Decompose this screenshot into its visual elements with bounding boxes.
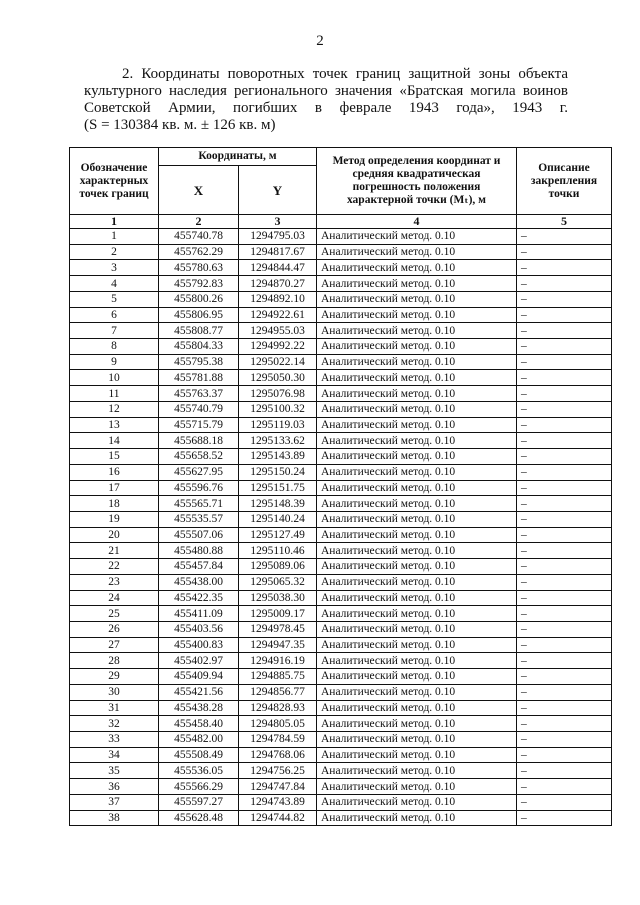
table-row — [70, 653, 612, 669]
table-header — [70, 148, 612, 229]
table-row — [70, 621, 612, 637]
x-coordinate-cell: 455402.97 — [159, 653, 239, 669]
table-row — [70, 794, 612, 810]
y-coordinate-cell: 1294805.05 — [239, 716, 317, 732]
point-id-cell: 14 — [70, 433, 159, 449]
method-cell: Аналитический метод. 0.10 — [317, 810, 517, 826]
table-row — [70, 307, 612, 323]
x-coordinate-cell: 455438.00 — [159, 574, 239, 590]
y-coordinate-cell: 1295038.30 — [239, 590, 317, 606]
x-coordinate-cell: 455411.09 — [159, 606, 239, 622]
table-row — [70, 464, 612, 480]
table-row — [70, 386, 612, 402]
y-coordinate-cell: 1294784.59 — [239, 732, 317, 748]
x-coordinate-cell: 455596.76 — [159, 480, 239, 496]
method-cell: Аналитический метод. 0.10 — [317, 684, 517, 700]
point-id-cell: 5 — [70, 291, 159, 307]
y-coordinate-cell: 1295140.24 — [239, 511, 317, 527]
y-coordinate-cell: 1294768.06 — [239, 747, 317, 763]
description-cell: – — [517, 732, 612, 748]
x-coordinate-cell: 455400.83 — [159, 637, 239, 653]
table-row — [70, 339, 612, 355]
point-id-cell: 24 — [70, 590, 159, 606]
y-coordinate-cell: 1294795.03 — [239, 229, 317, 245]
y-coordinate-cell: 1295076.98 — [239, 386, 317, 402]
method-cell: Аналитический метод. 0.10 — [317, 637, 517, 653]
point-id-cell: 8 — [70, 339, 159, 355]
table-row — [70, 449, 612, 465]
y-coordinate-cell: 1294916.19 — [239, 653, 317, 669]
heading-line-3: Советской Армии, погибших в феврале 1943 года», 1943 г. — [84, 100, 568, 116]
point-id-cell: 18 — [70, 496, 159, 512]
x-coordinate-cell: 455795.38 — [159, 354, 239, 370]
y-coordinate-cell: 1294922.61 — [239, 307, 317, 323]
y-coordinate-cell: 1294747.84 — [239, 779, 317, 795]
x-coordinate-cell: 455780.63 — [159, 260, 239, 276]
x-coordinate-cell: 455480.88 — [159, 543, 239, 559]
table-row — [70, 229, 612, 245]
table-row — [70, 276, 612, 292]
method-cell: Аналитический метод. 0.10 — [317, 700, 517, 716]
point-id-cell: 37 — [70, 794, 159, 810]
method-cell: Аналитический метод. 0.10 — [317, 732, 517, 748]
x-coordinate-cell: 455762.29 — [159, 244, 239, 260]
y-coordinate-cell: 1295065.32 — [239, 574, 317, 590]
method-cell: Аналитический метод. 0.10 — [317, 590, 517, 606]
table-row — [70, 370, 612, 386]
header-designation: Обозначение характерных точек границ — [70, 148, 159, 215]
point-id-cell: 9 — [70, 354, 159, 370]
method-cell: Аналитический метод. 0.10 — [317, 244, 517, 260]
heading-line-4: (S = 130384 кв. м. ± 126 кв. м) — [84, 117, 276, 133]
y-coordinate-cell: 1294828.93 — [239, 700, 317, 716]
table-row — [70, 732, 612, 748]
method-cell: Аналитический метод. 0.10 — [317, 763, 517, 779]
method-cell: Аналитический метод. 0.10 — [317, 401, 517, 417]
y-coordinate-cell: 1295119.03 — [239, 417, 317, 433]
method-cell: Аналитический метод. 0.10 — [317, 543, 517, 559]
y-coordinate-cell: 1294947.35 — [239, 637, 317, 653]
description-cell: – — [517, 480, 612, 496]
x-coordinate-cell: 455806.95 — [159, 307, 239, 323]
method-cell: Аналитический метод. 0.10 — [317, 339, 517, 355]
x-coordinate-cell: 455457.84 — [159, 559, 239, 575]
point-id-cell: 13 — [70, 417, 159, 433]
description-cell: – — [517, 779, 612, 795]
point-id-cell: 22 — [70, 559, 159, 575]
method-cell: Аналитический метод. 0.10 — [317, 370, 517, 386]
coordinates-table — [69, 147, 612, 826]
description-cell: – — [517, 464, 612, 480]
x-coordinate-cell: 455688.18 — [159, 433, 239, 449]
y-coordinate-cell: 1295050.30 — [239, 370, 317, 386]
description-cell: – — [517, 543, 612, 559]
table-row — [70, 669, 612, 685]
x-coordinate-cell: 455566.29 — [159, 779, 239, 795]
method-cell: Аналитический метод. 0.10 — [317, 606, 517, 622]
table-row — [70, 496, 612, 512]
table-row — [70, 747, 612, 763]
table-row — [70, 779, 612, 795]
x-coordinate-cell: 455628.48 — [159, 810, 239, 826]
y-coordinate-cell: 1295022.14 — [239, 354, 317, 370]
point-id-cell: 3 — [70, 260, 159, 276]
table-row — [70, 511, 612, 527]
x-coordinate-cell: 455715.79 — [159, 417, 239, 433]
column-number: 4 — [317, 215, 517, 229]
description-cell: – — [517, 229, 612, 245]
y-coordinate-cell: 1294955.03 — [239, 323, 317, 339]
method-cell: Аналитический метод. 0.10 — [317, 527, 517, 543]
x-coordinate-cell: 455740.79 — [159, 401, 239, 417]
point-id-cell: 25 — [70, 606, 159, 622]
point-id-cell: 10 — [70, 370, 159, 386]
method-cell: Аналитический метод. 0.10 — [317, 747, 517, 763]
point-id-cell: 19 — [70, 511, 159, 527]
point-id-cell: 29 — [70, 669, 159, 685]
description-cell: – — [517, 511, 612, 527]
description-cell: – — [517, 747, 612, 763]
point-id-cell: 2 — [70, 244, 159, 260]
point-id-cell: 4 — [70, 276, 159, 292]
description-cell: – — [517, 527, 612, 543]
method-cell: Аналитический метод. 0.10 — [317, 621, 517, 637]
point-id-cell: 32 — [70, 716, 159, 732]
description-cell: – — [517, 354, 612, 370]
x-coordinate-cell: 455458.40 — [159, 716, 239, 732]
description-cell: – — [517, 291, 612, 307]
x-coordinate-cell: 455422.35 — [159, 590, 239, 606]
x-coordinate-cell: 455740.78 — [159, 229, 239, 245]
point-id-cell: 34 — [70, 747, 159, 763]
table-row — [70, 684, 612, 700]
table-row — [70, 401, 612, 417]
description-cell: – — [517, 700, 612, 716]
description-cell: – — [517, 794, 612, 810]
method-cell: Аналитический метод. 0.10 — [317, 669, 517, 685]
point-id-cell: 26 — [70, 621, 159, 637]
y-coordinate-cell: 1295143.89 — [239, 449, 317, 465]
point-id-cell: 36 — [70, 779, 159, 795]
y-coordinate-cell: 1295150.24 — [239, 464, 317, 480]
description-cell: – — [517, 810, 612, 826]
point-id-cell: 28 — [70, 653, 159, 669]
y-coordinate-cell: 1295151.75 — [239, 480, 317, 496]
y-coordinate-cell: 1294743.89 — [239, 794, 317, 810]
point-id-cell: 35 — [70, 763, 159, 779]
table-row — [70, 716, 612, 732]
table-row — [70, 323, 612, 339]
description-cell: – — [517, 763, 612, 779]
method-cell: Аналитический метод. 0.10 — [317, 559, 517, 575]
table-row — [70, 700, 612, 716]
table-row — [70, 417, 612, 433]
y-coordinate-cell: 1295133.62 — [239, 433, 317, 449]
header-x: X — [159, 166, 239, 215]
x-coordinate-cell: 455792.83 — [159, 276, 239, 292]
y-coordinate-cell: 1294870.27 — [239, 276, 317, 292]
description-cell: – — [517, 496, 612, 512]
column-number: 2 — [159, 215, 239, 229]
description-cell: – — [517, 260, 612, 276]
column-number: 1 — [70, 215, 159, 229]
description-cell: – — [517, 669, 612, 685]
point-id-cell: 11 — [70, 386, 159, 402]
heading-line-2: культурного наследия регионального значения «Братская могила воинов — [84, 83, 568, 99]
y-coordinate-cell: 1294885.75 — [239, 669, 317, 685]
description-cell: – — [517, 653, 612, 669]
method-cell: Аналитический метод. 0.10 — [317, 417, 517, 433]
description-cell: – — [517, 339, 612, 355]
description-cell: – — [517, 559, 612, 575]
point-id-cell: 12 — [70, 401, 159, 417]
x-coordinate-cell: 455409.94 — [159, 669, 239, 685]
y-coordinate-cell: 1295127.49 — [239, 527, 317, 543]
method-cell: Аналитический метод. 0.10 — [317, 276, 517, 292]
y-coordinate-cell: 1294978.45 — [239, 621, 317, 637]
table-row — [70, 260, 612, 276]
method-cell: Аналитический метод. 0.10 — [317, 449, 517, 465]
description-cell: – — [517, 401, 612, 417]
method-cell: Аналитический метод. 0.10 — [317, 307, 517, 323]
x-coordinate-cell: 455804.33 — [159, 339, 239, 355]
point-id-cell: 27 — [70, 637, 159, 653]
table-row — [70, 810, 612, 826]
y-coordinate-cell: 1294756.25 — [239, 763, 317, 779]
x-coordinate-cell: 455781.88 — [159, 370, 239, 386]
point-id-cell: 7 — [70, 323, 159, 339]
method-cell: Аналитический метод. 0.10 — [317, 480, 517, 496]
point-id-cell: 17 — [70, 480, 159, 496]
heading-line-1: 2. Координаты поворотных точек границ защитной зоны объекта — [122, 66, 568, 82]
x-coordinate-cell: 455627.95 — [159, 464, 239, 480]
method-cell: Аналитический метод. 0.10 — [317, 323, 517, 339]
table-row — [70, 559, 612, 575]
x-coordinate-cell: 455421.56 — [159, 684, 239, 700]
y-coordinate-cell: 1295110.46 — [239, 543, 317, 559]
description-cell: – — [517, 684, 612, 700]
table-row — [70, 574, 612, 590]
method-cell: Аналитический метод. 0.10 — [317, 779, 517, 795]
x-coordinate-cell: 455597.27 — [159, 794, 239, 810]
x-coordinate-cell: 455535.57 — [159, 511, 239, 527]
method-cell: Аналитический метод. 0.10 — [317, 496, 517, 512]
description-cell: – — [517, 621, 612, 637]
x-coordinate-cell: 455403.56 — [159, 621, 239, 637]
header-coordinates: Координаты, м — [159, 148, 317, 166]
y-coordinate-cell: 1295089.06 — [239, 559, 317, 575]
method-cell: Аналитический метод. 0.10 — [317, 386, 517, 402]
description-cell: – — [517, 574, 612, 590]
description-cell: – — [517, 716, 612, 732]
method-cell: Аналитический метод. 0.10 — [317, 229, 517, 245]
column-number-row — [70, 215, 612, 229]
table-row — [70, 433, 612, 449]
point-id-cell: 6 — [70, 307, 159, 323]
point-id-cell: 23 — [70, 574, 159, 590]
page-number: 2 — [316, 33, 324, 49]
y-coordinate-cell: 1294744.82 — [239, 810, 317, 826]
description-cell: – — [517, 590, 612, 606]
description-cell: – — [517, 449, 612, 465]
method-cell: Аналитический метод. 0.10 — [317, 511, 517, 527]
point-id-cell: 30 — [70, 684, 159, 700]
y-coordinate-cell: 1294892.10 — [239, 291, 317, 307]
x-coordinate-cell: 455763.37 — [159, 386, 239, 402]
point-id-cell: 21 — [70, 543, 159, 559]
description-cell: – — [517, 370, 612, 386]
point-id-cell: 16 — [70, 464, 159, 480]
table-row — [70, 590, 612, 606]
point-id-cell: 20 — [70, 527, 159, 543]
point-id-cell: 38 — [70, 810, 159, 826]
table-body — [70, 229, 612, 826]
y-coordinate-cell: 1294856.77 — [239, 684, 317, 700]
description-cell: – — [517, 606, 612, 622]
description-cell: – — [517, 386, 612, 402]
document-heading — [84, 66, 568, 134]
x-coordinate-cell: 455800.26 — [159, 291, 239, 307]
x-coordinate-cell: 455658.52 — [159, 449, 239, 465]
description-cell: – — [517, 637, 612, 653]
y-coordinate-cell: 1295148.39 — [239, 496, 317, 512]
method-cell: Аналитический метод. 0.10 — [317, 716, 517, 732]
x-coordinate-cell: 455536.05 — [159, 763, 239, 779]
description-cell: – — [517, 244, 612, 260]
method-cell: Аналитический метод. 0.10 — [317, 260, 517, 276]
table-row — [70, 527, 612, 543]
method-cell: Аналитический метод. 0.10 — [317, 291, 517, 307]
method-cell: Аналитический метод. 0.10 — [317, 464, 517, 480]
x-coordinate-cell: 455438.28 — [159, 700, 239, 716]
point-id-cell: 33 — [70, 732, 159, 748]
table-row — [70, 637, 612, 653]
x-coordinate-cell: 455507.06 — [159, 527, 239, 543]
description-cell: – — [517, 323, 612, 339]
table-row — [70, 480, 612, 496]
table-row — [70, 244, 612, 260]
point-id-cell: 1 — [70, 229, 159, 245]
header-description: Описание закрепления точки — [517, 148, 612, 215]
table-row — [70, 763, 612, 779]
description-cell: – — [517, 276, 612, 292]
y-coordinate-cell: 1294817.67 — [239, 244, 317, 260]
method-cell: Аналитический метод. 0.10 — [317, 354, 517, 370]
method-cell: Аналитический метод. 0.10 — [317, 433, 517, 449]
description-cell: – — [517, 307, 612, 323]
x-coordinate-cell: 455508.49 — [159, 747, 239, 763]
column-number: 5 — [517, 215, 612, 229]
y-coordinate-cell: 1294992.22 — [239, 339, 317, 355]
point-id-cell: 15 — [70, 449, 159, 465]
header-y: Y — [239, 166, 317, 215]
column-number: 3 — [239, 215, 317, 229]
table-row — [70, 354, 612, 370]
method-cell: Аналитический метод. 0.10 — [317, 794, 517, 810]
x-coordinate-cell: 455482.00 — [159, 732, 239, 748]
table-row — [70, 606, 612, 622]
x-coordinate-cell: 455808.77 — [159, 323, 239, 339]
description-cell: – — [517, 417, 612, 433]
description-cell: – — [517, 433, 612, 449]
method-cell: Аналитический метод. 0.10 — [317, 653, 517, 669]
point-id-cell: 31 — [70, 700, 159, 716]
table-row — [70, 291, 612, 307]
header-method: Метод определения координат и средняя квадратическая погрешность положения характерной точки (Mₜ), м — [317, 148, 517, 215]
method-cell: Аналитический метод. 0.10 — [317, 574, 517, 590]
y-coordinate-cell: 1294844.47 — [239, 260, 317, 276]
y-coordinate-cell: 1295009.17 — [239, 606, 317, 622]
table-row — [70, 543, 612, 559]
x-coordinate-cell: 455565.71 — [159, 496, 239, 512]
y-coordinate-cell: 1295100.32 — [239, 401, 317, 417]
